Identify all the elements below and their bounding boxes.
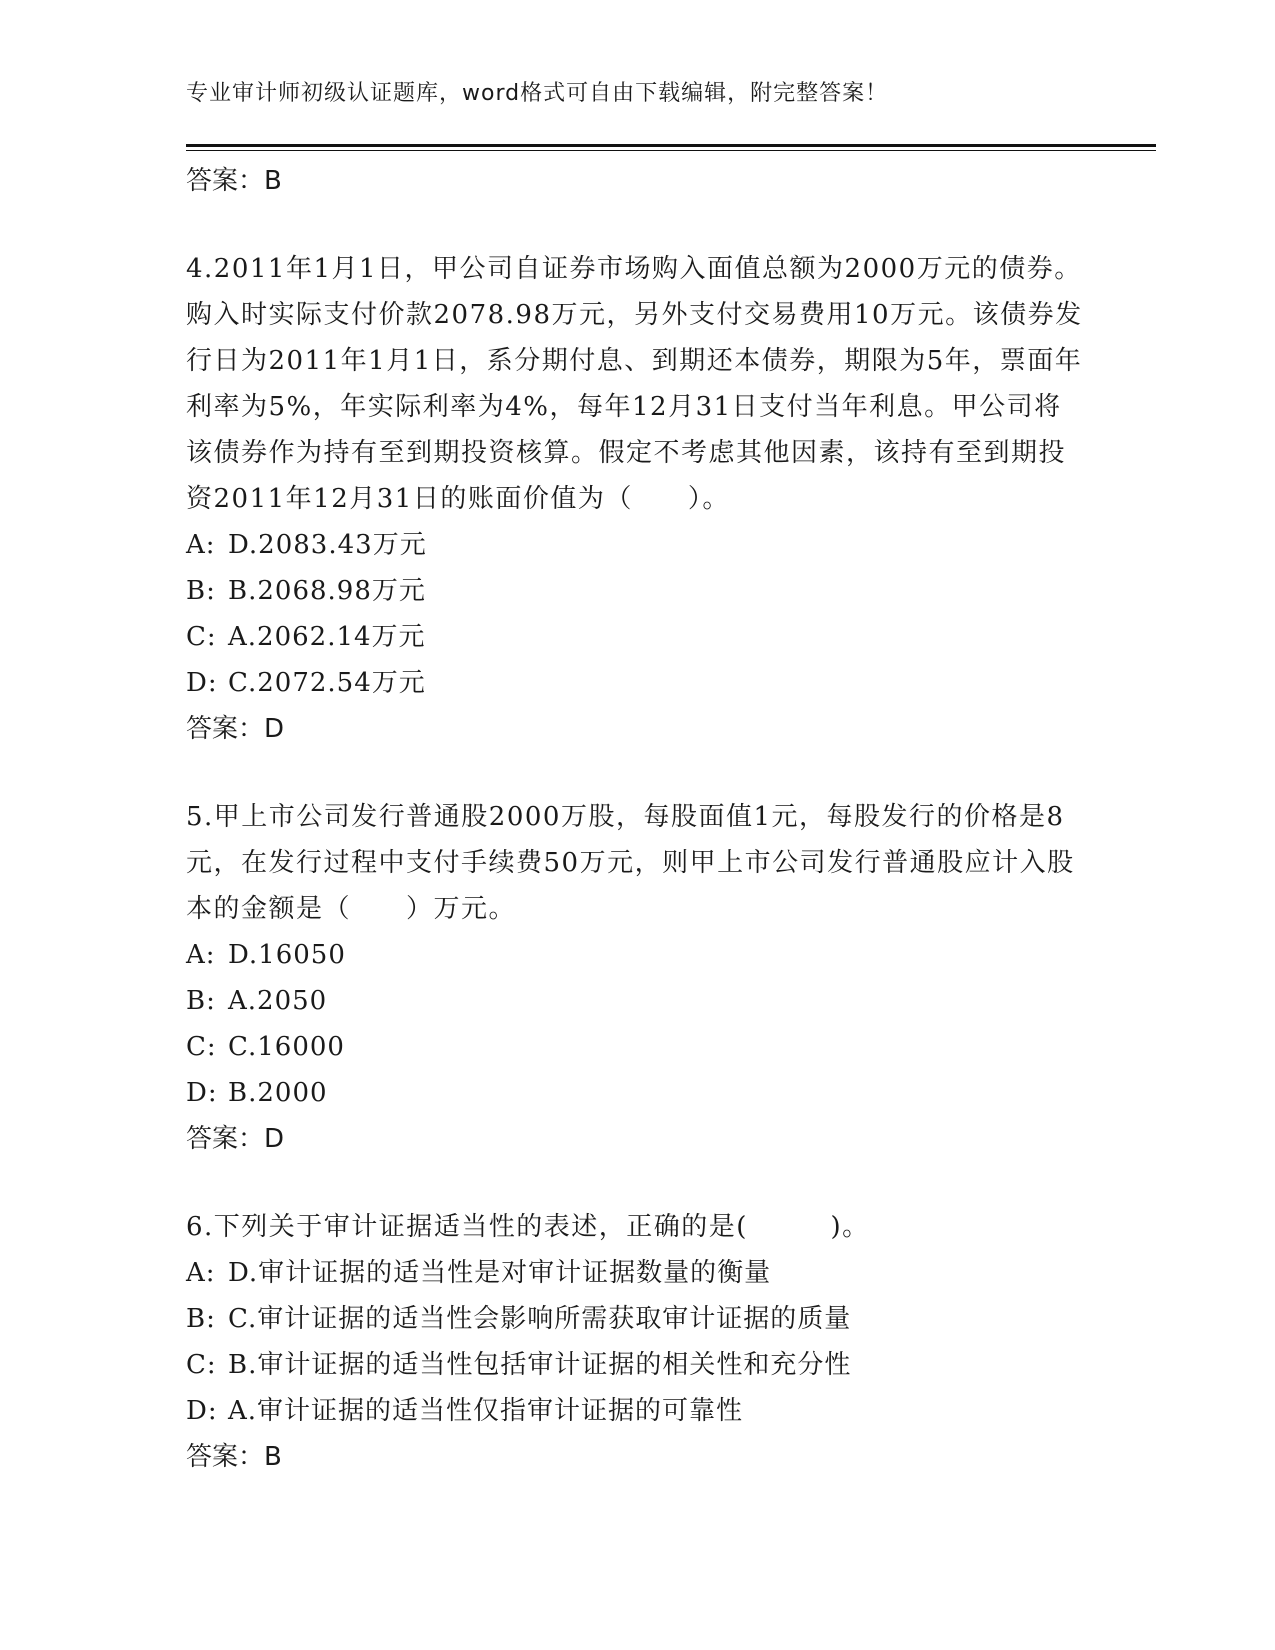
option-text: B.审计证据的适当性包括审计证据的相关性和充分性 bbox=[228, 1350, 852, 1380]
option-d bbox=[186, 1388, 1086, 1434]
option-key: D: bbox=[186, 1078, 218, 1108]
option-text: D.2083.43万元 bbox=[228, 530, 427, 560]
option-key: C: bbox=[186, 1350, 217, 1380]
option-a bbox=[186, 522, 1086, 568]
question-block bbox=[186, 1204, 1086, 1480]
option-text: C.审计证据的适当性会影响所需获取审计证据的质量 bbox=[228, 1304, 852, 1334]
option-a bbox=[186, 932, 1086, 978]
question-block bbox=[186, 794, 1086, 1162]
option-text: C.16000 bbox=[228, 1032, 345, 1062]
option-c bbox=[186, 614, 1086, 660]
option-key: A: bbox=[186, 1258, 216, 1288]
header-rule-thick bbox=[186, 144, 1156, 147]
page-header: 专业审计师初级认证题库，word格式可自由下载编辑，附完整答案！ bbox=[186, 81, 889, 106]
option-c bbox=[186, 1024, 1086, 1070]
option-d bbox=[186, 1070, 1086, 1116]
option-text: C.2072.54万元 bbox=[228, 668, 426, 698]
document-body bbox=[186, 158, 1086, 1480]
option-text: D.审计证据的适当性是对审计证据数量的衡量 bbox=[228, 1258, 772, 1288]
answer-label: 答案：D bbox=[186, 714, 285, 744]
option-key: C: bbox=[186, 1032, 217, 1062]
option-b bbox=[186, 568, 1086, 614]
option-text: B.2068.98万元 bbox=[228, 576, 426, 606]
option-key: A: bbox=[186, 940, 216, 970]
option-text: D.16050 bbox=[228, 940, 346, 970]
option-text: A.2062.14万元 bbox=[228, 622, 426, 652]
header-rule-thin bbox=[186, 150, 1156, 151]
option-key: D: bbox=[186, 1396, 218, 1426]
option-text: A.审计证据的适当性仅指审计证据的可靠性 bbox=[228, 1396, 744, 1426]
question-text: 4.2011年1月1日，甲公司自证券市场购入面值总额为2000万元的债券。购入时实际支付价款2078.98万元，另外支付交易费用10万元。该债券发行日为2011年1月1日，系分期付息、到期还本债券，期限为5年，票面年利率为5%，年实际利率为4%，每年12月31日支付当年利息。甲公司将该债券作为持有至到期投资核算。假定不考虑其他因素，该持有至到期投资2011年12月31日的账面价值为（ ）。 bbox=[186, 254, 1083, 514]
option-key: C: bbox=[186, 622, 217, 652]
answer-label: 答案：B bbox=[186, 1442, 282, 1472]
option-a bbox=[186, 1250, 1086, 1296]
option-b bbox=[186, 978, 1086, 1024]
option-d bbox=[186, 660, 1086, 706]
question-block bbox=[186, 246, 1086, 752]
option-key: D: bbox=[186, 668, 218, 698]
option-c bbox=[186, 1342, 1086, 1388]
option-key: B: bbox=[186, 1304, 216, 1334]
question-text: 6.下列关于审计证据适当性的表述，正确的是( )。 bbox=[186, 1212, 870, 1242]
option-key: A: bbox=[186, 530, 216, 560]
option-b bbox=[186, 1296, 1086, 1342]
option-text: A.2050 bbox=[228, 986, 328, 1016]
option-key: B: bbox=[186, 576, 216, 606]
answer-label: 答案：D bbox=[186, 1124, 285, 1154]
question-text: 5.甲上市公司发行普通股2000万股，每股面值1元，每股发行的价格是8元，在发行过程中支付手续费50万元，则甲上市公司发行普通股应计入股本的金额是（ ）万元。 bbox=[186, 802, 1075, 924]
answer-label: 答案：B bbox=[186, 166, 282, 196]
option-key: B: bbox=[186, 986, 216, 1016]
option-text: B.2000 bbox=[228, 1078, 328, 1108]
